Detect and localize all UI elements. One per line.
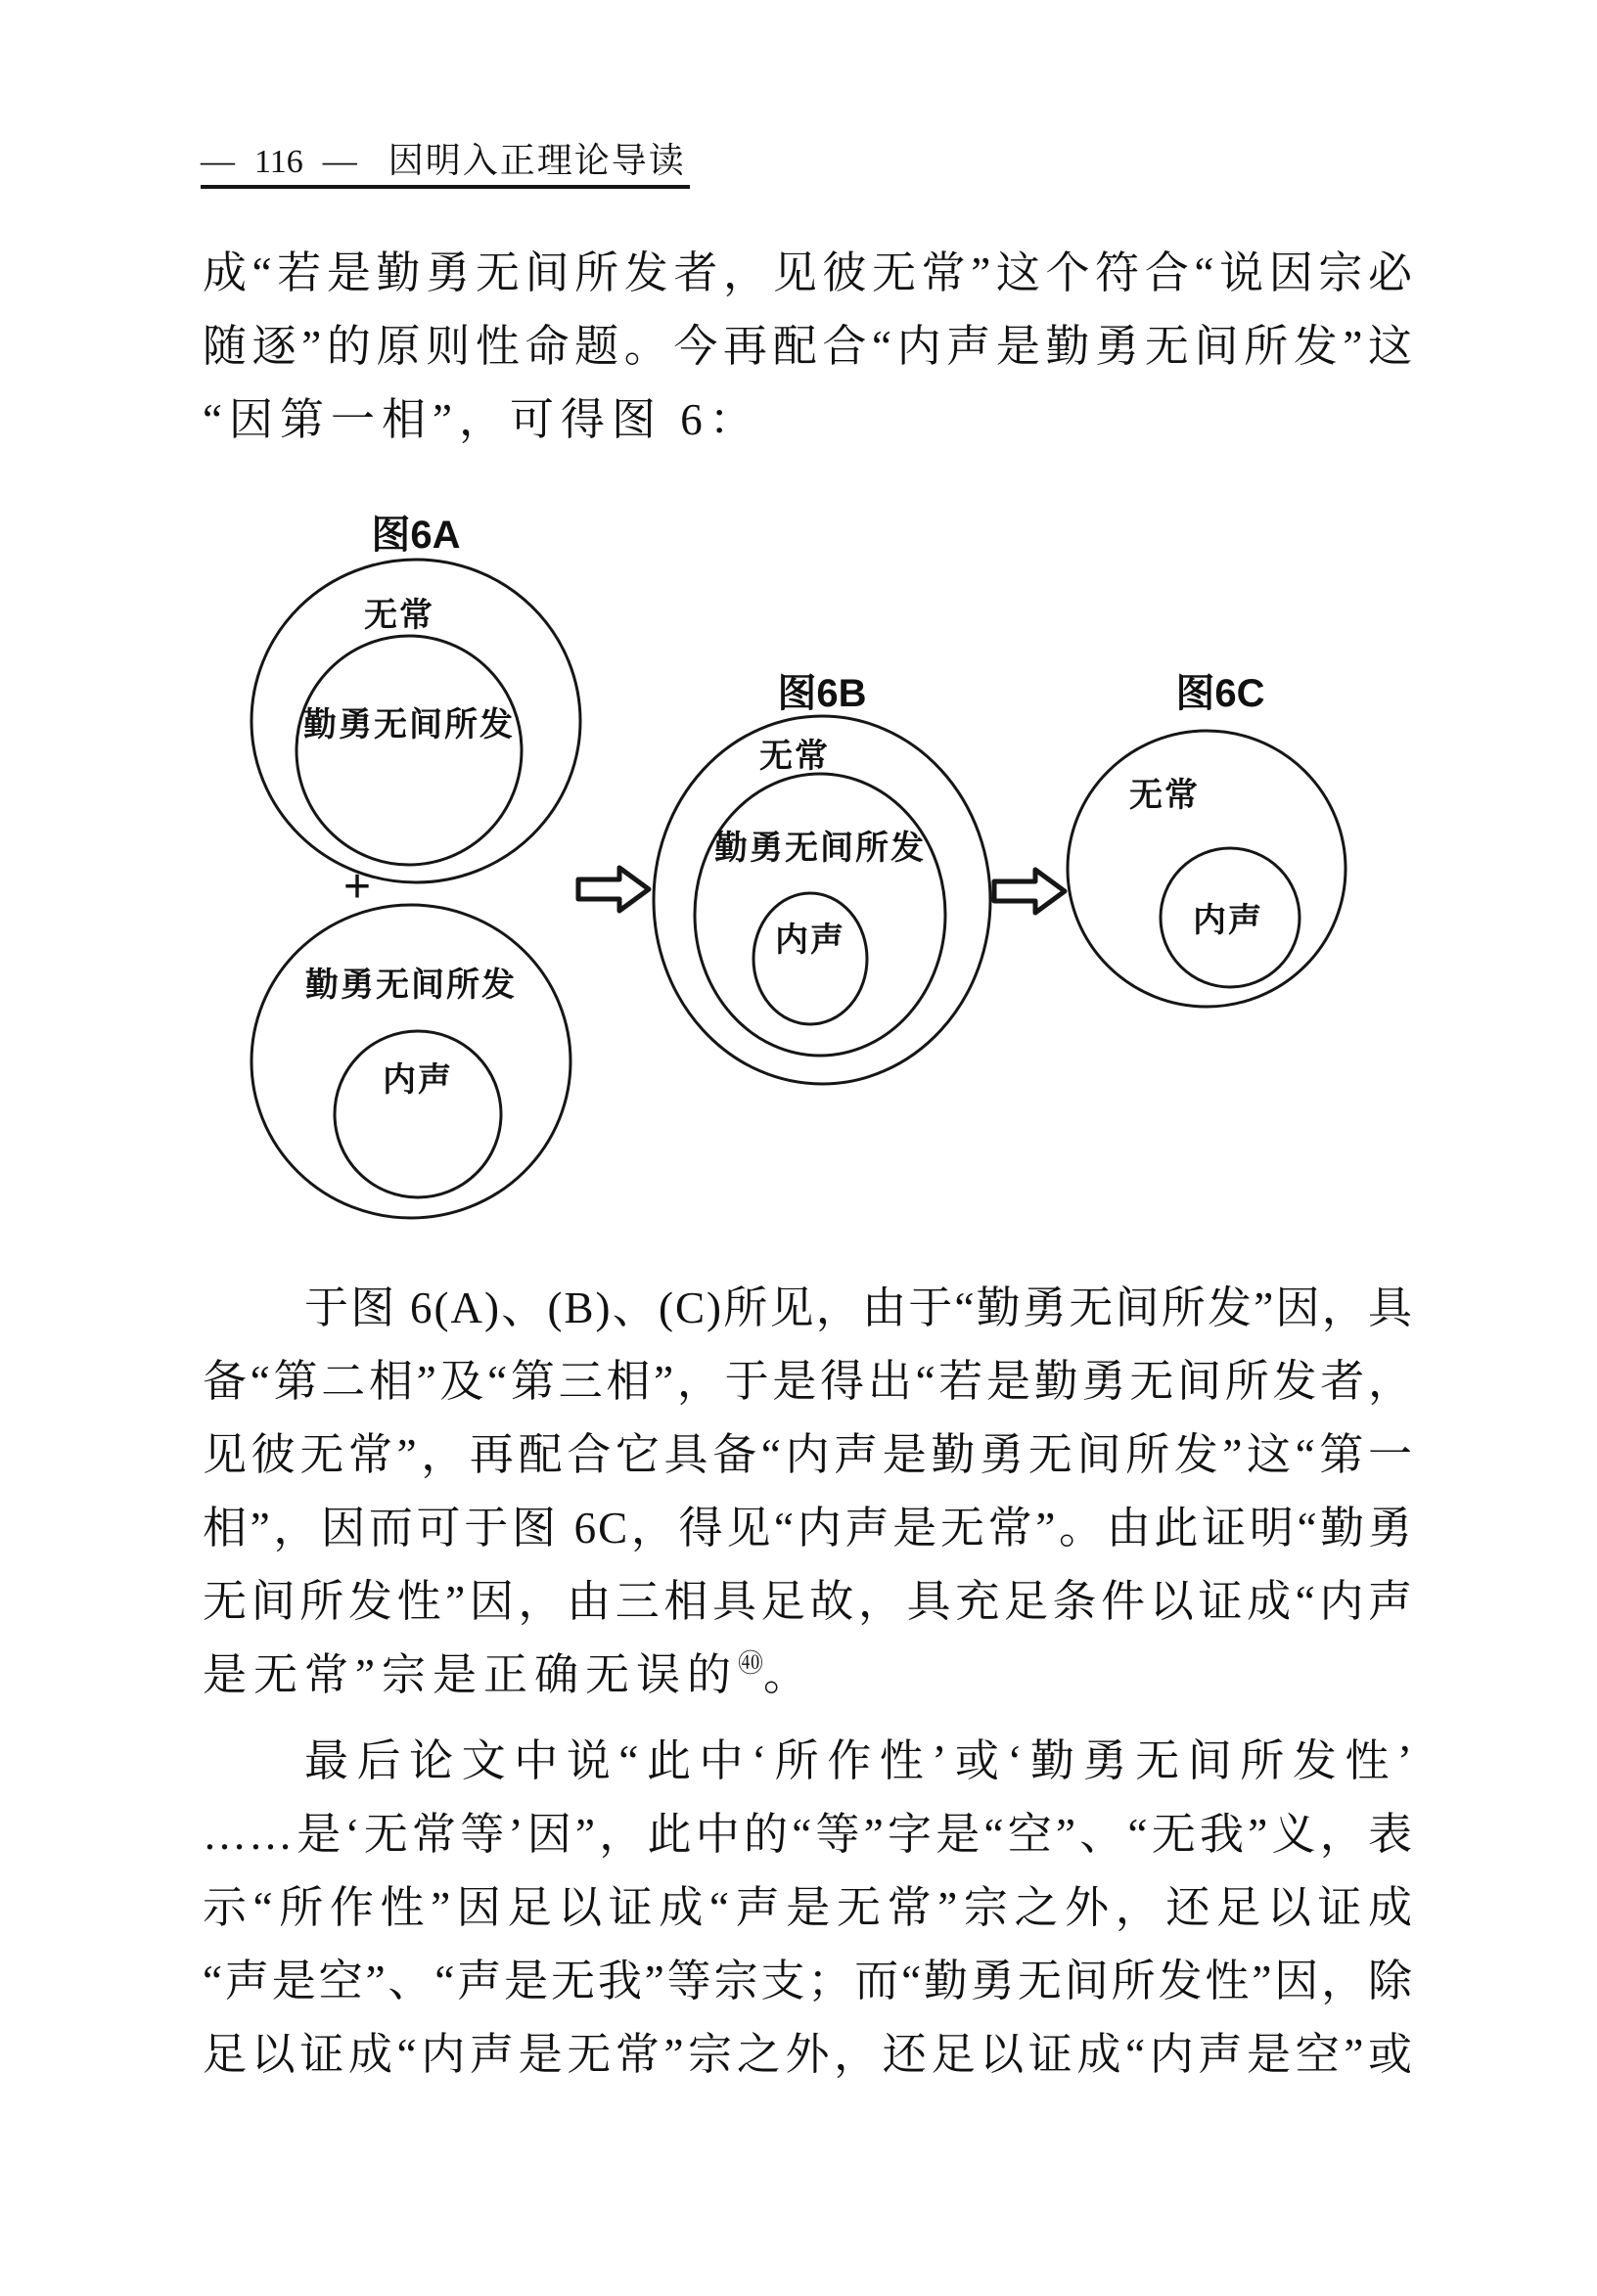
paragraph-3: [203, 1725, 1414, 2092]
paragraph-2: [203, 1272, 1414, 1712]
fig6b-outer-ellipse: [654, 716, 990, 1084]
p2-line-6-period: 。: [763, 1650, 815, 1699]
p3-line-2: ……是‘无常等’因”，此中的“等”字是“空”、“无我”义，表: [203, 1810, 1414, 1859]
fig6b-middle-label: 勤勇无间所发: [714, 830, 926, 867]
fig6b-inner-label: 内声: [775, 922, 845, 959]
right-arrow-icon: [578, 868, 649, 911]
fig6b-outer-label: 无常: [759, 738, 830, 775]
p3-line-5: 足以证成“内声是无常”宗之外，还足以证成“内声是空”或: [203, 2030, 1414, 2079]
p2-line-6-text: 是无常”宗是正确无误的: [203, 1650, 738, 1699]
p1-line-3: “因第一相”，可得图 6：: [203, 395, 760, 444]
p2-line-1: 于图 6(A)、(B)、(C)所见，由于“勤勇无间所发”因，具: [304, 1283, 1414, 1332]
p2-line-6: [203, 1639, 1414, 1712]
fig6a-title: 图6A: [371, 514, 461, 557]
p2-line-2: 备“第二相”及“第三相”，于是得出“若是勤勇无间所发者，: [203, 1357, 1414, 1406]
header-rule: [201, 185, 690, 189]
fig6a-bottom-outer-label: 勤勇无间所发: [305, 967, 517, 1004]
fig6a-inner-label: 勤勇无间所发: [303, 706, 515, 743]
p2-line-5: 无间所发性”因，由三相具足故，具充足条件以证成“内声: [203, 1577, 1414, 1626]
paragraph-1: [203, 237, 1414, 457]
p1-line-2: 随逐”的原则性命题。今再配合“内声是勤勇无间所发”这: [203, 322, 1414, 371]
p3-line-1: 最后论文中说“此中‘所作性’或‘勤勇无间所发性’: [304, 1736, 1414, 1785]
p1-line-1: 成“若是勤勇无间所发者，见彼无常”这个符合“说因宗必: [203, 248, 1414, 297]
footnote-marker-40: ㊵: [737, 1649, 763, 1678]
p3-line-4: “声是空”、“声是无我”等宗支；而“勤勇无间所发性”因，除: [203, 1957, 1414, 2005]
fig6a-bottom-outer-ellipse: [251, 905, 570, 1218]
fig6c-outer-label: 无常: [1129, 777, 1200, 814]
fig6a-inner-ellipse: [297, 636, 522, 865]
fig6b-inner-ellipse: [753, 893, 867, 1024]
page-header: [201, 133, 686, 183]
fig6a-bottom-inner-ellipse: [335, 1031, 501, 1197]
fig6b-middle-ellipse: [695, 774, 945, 1056]
p2-line-4: 相”，因而可于图 6C，得见“内声是无常”。由此证明“勤勇: [203, 1504, 1414, 1553]
right-arrow-icon: [994, 870, 1065, 913]
fig6c-inner-label: 内声: [1193, 902, 1263, 939]
fig6b-title: 图6B: [777, 672, 867, 715]
book-title: 因明入正理论导读: [388, 141, 686, 180]
header-dash-left: —: [201, 142, 235, 180]
header-dash-right: —: [322, 142, 357, 180]
fig6c-inner-ellipse: [1161, 848, 1300, 987]
fig6c-outer-ellipse: [1068, 731, 1346, 1007]
plus-sign: +: [342, 861, 372, 913]
page-number: 116: [254, 144, 303, 180]
fig6a-bottom-inner-label: 内声: [383, 1061, 453, 1099]
fig6a-outer-label: 无常: [364, 597, 434, 634]
p3-line-3: 示“所作性”因足以证成“声是无常”宗之外，还足以证成: [203, 1883, 1414, 1932]
p2-line-3: 见彼无常”，再配合它具备“内声是勤勇无间所发”这“第一: [203, 1430, 1414, 1479]
fig6c-title: 图6C: [1175, 672, 1265, 715]
fig6a-outer-ellipse: [251, 560, 580, 882]
